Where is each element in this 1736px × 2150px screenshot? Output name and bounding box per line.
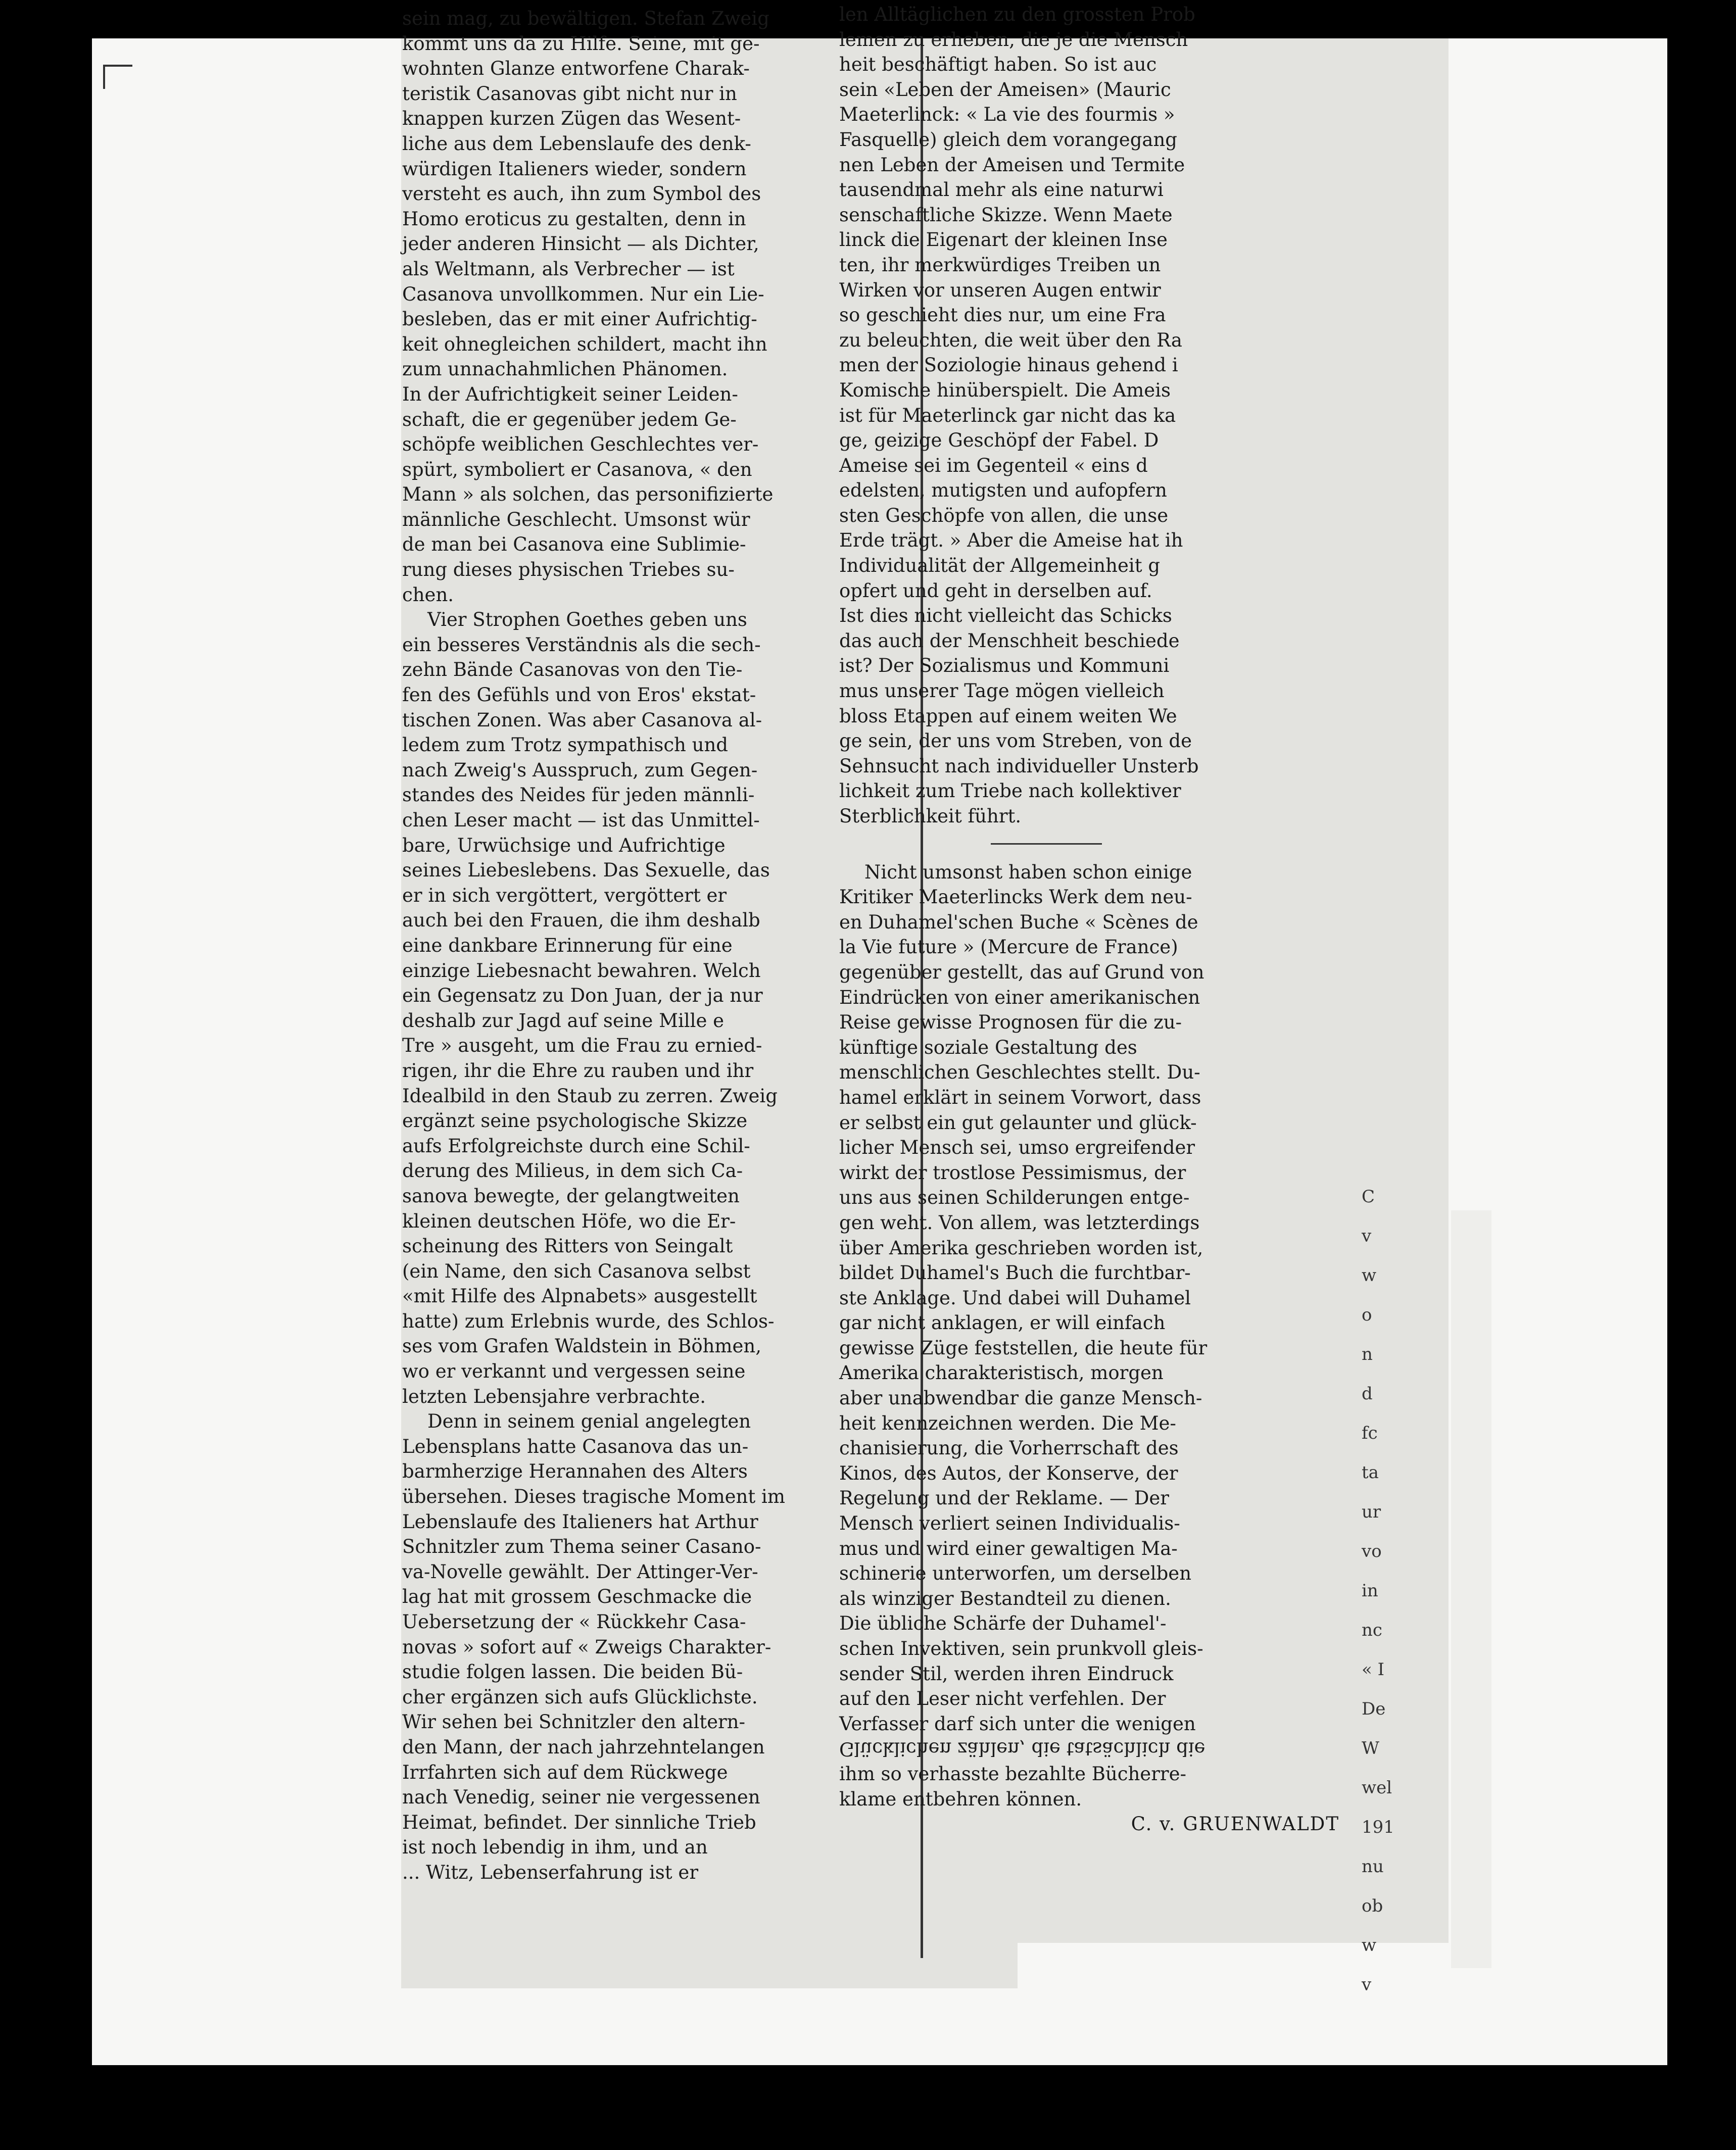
text-line: er in sich vergöttert, vergöttert er — [402, 884, 727, 906]
text-line: künftige soziale Gestaltung des — [839, 1036, 1137, 1058]
text-line: kleinen deutschen Höfe, wo die Er- — [402, 1210, 736, 1232]
text-line: v — [1362, 1975, 1372, 1995]
text-line: ... Witz, Lebenserfahrung ist er — [402, 1861, 699, 1883]
text-line: wohnten Glanze entworfene Charak- — [402, 58, 750, 80]
right-column-top-paragraph — [839, 2, 1349, 829]
text-line: Verfasser darf sich unter die wenigen — [839, 1713, 1196, 1735]
text-line: wirkt der trostlose Pessimismus, der — [839, 1161, 1186, 1184]
text-line: lag hat mit grossem Geschmacke die — [402, 1586, 752, 1608]
text-line: Regelung und der Reklame. — Der — [839, 1487, 1169, 1509]
text-line: chen Leser macht — ist das Unmittel- — [402, 809, 760, 831]
text-line: aber unabwendbar die ganze Mensch- — [839, 1387, 1202, 1409]
text-line: derung des Milieus, in dem sich Ca- — [402, 1160, 743, 1182]
text-line: v — [1362, 1226, 1372, 1246]
text-line: ste Anklage. Und dabei will Duhamel — [839, 1287, 1191, 1309]
section-rule — [991, 843, 1102, 845]
text-line: C — [1362, 1187, 1375, 1207]
text-line: in — [1362, 1581, 1378, 1601]
text-line: ein Gegensatz zu Don Juan, der ja nur — [402, 985, 763, 1007]
text-line: ledem zum Trotz sympathisch und — [402, 734, 728, 756]
text-line: o — [1362, 1305, 1372, 1325]
text-line: w — [1362, 1265, 1377, 1286]
text-line: «mit Hilfe des Alpnabets» ausgestellt — [402, 1285, 757, 1307]
text-line: männliche Geschlecht. Umsonst wür — [402, 508, 750, 530]
text-line: bloss Etappen auf einem weiten We — [839, 705, 1177, 727]
text-line: Kinos, des Autos, der Konserve, der — [839, 1462, 1178, 1484]
right-column-bottom-paragraph — [839, 860, 1349, 1737]
text-line: menschlichen Geschlechtes stellt. Du- — [839, 1061, 1200, 1084]
text-line: wel — [1362, 1778, 1392, 1798]
text-line: Sehnsucht nach individueller Unsterb — [839, 755, 1199, 777]
text-line: letzten Lebensjahre verbrachte. — [402, 1385, 706, 1407]
text-line: versteht es auch, ihn zum Symbol des — [402, 183, 761, 205]
text-line: linck die Eigenart der kleinen Inse — [839, 229, 1168, 251]
text-line: barmherzige Herannahen des Alters — [402, 1460, 748, 1483]
text-line: rigen, ihr die Ehre zu rauben und ihr — [402, 1059, 754, 1082]
text-line: Eindrücken von einer amerikanischen — [839, 986, 1200, 1008]
text-line: schinerie unterworfen, um derselben — [839, 1562, 1192, 1585]
text-line: standes des Neides für jeden männli- — [402, 784, 755, 806]
text-line: ur — [1362, 1502, 1381, 1522]
text-line: Reise gewisse Prognosen für die zu- — [839, 1011, 1182, 1034]
text-line: nc — [1362, 1620, 1382, 1640]
text-line: bare, Urwüchsige und Aufrichtige — [402, 834, 726, 856]
text-line: nen Leben der Ameisen und Termite — [839, 154, 1185, 176]
text-line: schaft, die er gegenüber jedem Ge- — [402, 408, 737, 430]
text-line: men der Soziologie hinaus gehend i — [839, 354, 1178, 376]
text-line: ihm so verhasste bezahlte Bücherre- — [839, 1763, 1186, 1785]
text-line: schen Invektiven, sein prunkvoll gleis- — [839, 1638, 1203, 1659]
text-line: wo er verkannt und vergessen seine — [402, 1360, 746, 1383]
clipping-margin-paper — [1451, 1210, 1491, 1968]
text-line: Homo eroticus zu gestalten, denn in — [402, 208, 746, 230]
text-line: Amerika charakteristisch, morgen — [839, 1362, 1164, 1384]
text-line: spürt, symboliert er Casanova, « den — [402, 458, 752, 480]
text-line: novas » sofort auf « Zweigs Charakter- — [402, 1636, 771, 1658]
text-line: len Alltäglichen zu den grossten Prob — [839, 4, 1195, 25]
text-line: Lebensplans hatte Casanova das un- — [402, 1435, 749, 1457]
text-line: Denn in seinem genial angelegten — [427, 1410, 751, 1433]
text-line: sten Geschöpfe von allen, die unse — [839, 504, 1169, 526]
text-line: lichkeit zum Triebe nach kollektiver — [839, 780, 1181, 802]
text-line: Uebersetzung der « Rückkehr Casa- — [402, 1611, 746, 1633]
text-line: Erde trägt. » Aber die Ameise hat ih — [839, 529, 1183, 552]
text-line: ta — [1362, 1462, 1379, 1483]
text-line: einzige Liebesnacht bewahren. Welch — [402, 959, 761, 982]
text-line: « I — [1362, 1659, 1385, 1680]
text-line: Schnitzler zum Thema seiner Casano- — [402, 1536, 761, 1558]
text-line: licher Mensch sei, umso ergreifender — [839, 1137, 1195, 1159]
text-line: uns aus seinen Schilderungen entge- — [839, 1187, 1190, 1209]
text-line: eine dankbare Erinnerung für eine — [402, 934, 733, 956]
text-line: ist für Maeterlinck gar nicht das ka — [839, 404, 1176, 426]
mirrored-line: Glücklichen zählen, die tatsächlich die — [839, 1738, 1205, 1760]
text-line: auch bei den Frauen, die ihm deshalb — [402, 909, 760, 932]
text-line: mus und wird einer gewaltigen Ma- — [839, 1537, 1178, 1559]
text-line: zu beleuchten, die weit über den Ra — [839, 329, 1182, 351]
text-line: aufs Erfolgreichste durch eine Schil- — [402, 1135, 750, 1157]
text-line: sein «Leben der Ameisen» (Mauric — [839, 78, 1171, 101]
text-line: als Weltmann, als Verbrecher — ist — [402, 258, 735, 280]
text-line: liche aus dem Lebenslaufe des denk- — [402, 132, 751, 155]
text-line: va-Novelle gewählt. Der Attinger-Ver- — [402, 1560, 758, 1583]
text-line: studie folgen lassen. Die beiden Bü- — [402, 1661, 743, 1683]
text-line: deshalb zur Jagd auf seine Mille e — [402, 1009, 725, 1032]
text-line: de man bei Casanova eine Sublimie- — [402, 533, 746, 556]
text-line: hamel erklärt in seinem Vorwort, dass — [839, 1086, 1201, 1108]
text-line: Maeterlinck: « La vie des fourmis » — [839, 104, 1175, 126]
corner-crop-mark — [103, 65, 132, 89]
text-line: kommt uns da zu Hilfe. Seine, mit ge- — [402, 32, 760, 55]
left-column-text — [402, 6, 822, 1885]
text-line: w — [1362, 1935, 1377, 1956]
text-line: Kritiker Maeterlincks Werk dem neu- — [839, 886, 1192, 908]
text-line: besleben, das er mit einer Aufrichtig- — [402, 308, 757, 330]
text-line: gar nicht anklagen, er will einfach — [839, 1312, 1166, 1334]
text-line: ses vom Grafen Waldstein in Böhmen, — [402, 1335, 762, 1357]
text-line: ge sein, der uns vom Streben, von de — [839, 730, 1192, 752]
text-line: ist noch lebendig in ihm, und an — [402, 1836, 708, 1859]
text-line: mus unserer Tage mögen vielleich — [839, 680, 1165, 702]
text-line: über Amerika geschrieben worden ist, — [839, 1237, 1203, 1259]
text-line: er selbst ein gut gelaunter und glück- — [839, 1111, 1197, 1134]
text-line: heit kennzeichnen werden. Die Me- — [839, 1412, 1176, 1434]
right-column-closing-lines — [839, 1762, 1349, 1812]
text-line: edelsten, mutigsten und aufopfern — [839, 479, 1167, 502]
text-line: sender Stil, werden ihren Eindruck — [839, 1663, 1174, 1685]
text-line: zehn Bände Casanovas von den Tie- — [402, 659, 743, 681]
text-line: jeder anderen Hinsicht — als Dichter, — [402, 233, 759, 255]
text-line: fen des Gefühls und von Eros' ekstat- — [402, 684, 756, 706]
text-line: Idealbild in den Staub zu zerren. Zweig — [402, 1085, 778, 1107]
text-line: ist? Der Sozialismus und Kommuni — [839, 655, 1170, 677]
text-line: Wir sehen bei Schnitzler den altern- — [402, 1711, 745, 1733]
text-line: hatte) zum Erlebnis wurde, des Schlos- — [402, 1310, 775, 1332]
text-line: d — [1362, 1384, 1373, 1404]
text-line: als winziger Bestandteil zu dienen. — [839, 1587, 1171, 1609]
text-line: scheinung des Ritters von Seingalt — [402, 1235, 733, 1257]
text-line: Wirken vor unseren Augen entwir — [839, 279, 1161, 301]
adjacent-column-fragments — [1362, 1177, 1402, 2005]
text-line: n — [1362, 1344, 1373, 1364]
text-line: In der Aufrichtigkeit seiner Leiden- — [402, 383, 738, 405]
author-signature: C. v. GRUENWALDT — [1131, 1813, 1339, 1835]
text-line: übersehen. Dieses tragische Moment im — [402, 1486, 785, 1508]
text-line: Lebenslaufe des Italieners hat Arthur — [402, 1510, 758, 1533]
text-line: nach Zweig's Ausspruch, zum Gegen- — [402, 759, 758, 781]
text-line: chanisierung, die Vorherrschaft des — [839, 1437, 1179, 1459]
text-line: Ameise sei im Gegenteil « eins d — [839, 454, 1148, 476]
text-line: en Duhamel'schen Buche « Scènes de — [839, 911, 1198, 933]
text-line: ge, geizige Geschöpf der Fabel. D — [839, 429, 1159, 452]
text-line: Casanova unvollkommen. Nur ein Lie- — [402, 283, 764, 305]
text-line: Komische hinüberspielt. Die Ameis — [839, 379, 1171, 401]
text-line: ergänzt seine psychologische Skizze — [402, 1110, 748, 1132]
text-line: fc — [1362, 1423, 1378, 1443]
text-line: keit ohnegleichen schildert, macht ihn — [402, 333, 767, 355]
text-line: bildet Duhamel's Buch die furchtbar- — [839, 1262, 1191, 1284]
text-line: Irrfahrten sich auf dem Rückwege — [402, 1761, 728, 1783]
text-line: heit beschäftigt haben. So ist auc — [839, 54, 1157, 76]
text-line: lemen zu erheben, die je die Mensch — [839, 28, 1188, 51]
text-line: (ein Name, den sich Casanova selbst — [402, 1260, 751, 1282]
text-line: würdigen Italieners wieder, sondern — [402, 158, 747, 180]
text-line: so geschieht dies nur, um eine Fra — [839, 304, 1166, 326]
text-line: Fasquelle) gleich dem vorangegang — [839, 128, 1177, 151]
text-line: cher ergänzen sich aufs Glücklichste. — [402, 1686, 758, 1708]
text-line: klame entbehren können. — [839, 1788, 1082, 1810]
text-line: Sterblichkeit führt. — [839, 805, 1022, 827]
text-line: De — [1362, 1699, 1386, 1719]
text-line: den Mann, der nach jahrzehntelangen — [402, 1736, 765, 1758]
text-line: rung dieses physischen Triebes su- — [402, 559, 735, 581]
text-line: Mensch verliert seinen Individualis- — [839, 1512, 1180, 1535]
text-line: Tre » ausgeht, um die Frau zu ernied- — [402, 1035, 762, 1057]
text-line: Nicht umsonst haben schon einige — [864, 861, 1192, 883]
text-line: Mann » als solchen, das personifizierte — [402, 483, 774, 506]
text-line: Heimat, befindet. Der sinnliche Trieb — [402, 1811, 756, 1833]
text-line: auf den Leser nicht verfehlen. Der — [839, 1688, 1166, 1710]
text-line: gegenüber gestellt, das auf Grund von — [839, 961, 1204, 983]
text-line: Individualität der Allgemeinheit g — [839, 555, 1161, 577]
text-line: vo — [1362, 1541, 1382, 1561]
text-line: gewisse Züge feststellen, die heute für — [839, 1337, 1208, 1359]
text-line: nach Venedig, seiner nie vergessenen — [402, 1786, 760, 1809]
text-line: schöpfe weiblichen Geschlechtes ver- — [402, 433, 759, 456]
text-line: das auch der Menschheit beschiede — [839, 629, 1180, 652]
text-line: nu — [1362, 1856, 1384, 1877]
text-line: tausendmal mehr als eine naturwi — [839, 179, 1164, 201]
text-line: zum unnachahmlichen Phänomen. — [402, 358, 728, 380]
text-line: tischen Zonen. Was aber Casanova al- — [402, 709, 762, 731]
text-line: gen weht. Von allem, was letzterdings — [839, 1211, 1200, 1234]
text-line: W — [1362, 1738, 1379, 1758]
text-line: senschaftliche Skizze. Wenn Maete — [839, 204, 1173, 226]
text-line: Die übliche Schärfe der Duhamel'- — [839, 1613, 1167, 1635]
text-line: ob — [1362, 1896, 1383, 1916]
text-line: ein besseres Verständnis als die sech- — [402, 633, 761, 656]
text-line: ten, ihr merkwürdiges Treiben un — [839, 254, 1161, 276]
text-line: chen. — [402, 583, 454, 606]
right-column-text — [839, 2, 1349, 1837]
text-line: knappen kurzen Zügen das Wesent- — [402, 108, 741, 130]
text-line: sanova bewegte, der gelangtweiten — [402, 1185, 740, 1207]
text-line: teristik Casanovas gibt nicht nur in — [402, 82, 737, 105]
text-line: seines Liebeslebens. Das Sexuelle, das — [402, 859, 770, 882]
text-line: opfert und geht in derselben auf. — [839, 579, 1152, 602]
text-line: sein mag, zu bewältigen. Stefan Zweig — [402, 8, 769, 29]
text-line: la Vie future » (Mercure de France) — [839, 936, 1178, 958]
text-line: Vier Strophen Goethes geben uns — [427, 609, 747, 631]
text-line: Ist dies nicht vielleicht das Schicks — [839, 605, 1172, 627]
text-line: 191 — [1362, 1817, 1394, 1837]
